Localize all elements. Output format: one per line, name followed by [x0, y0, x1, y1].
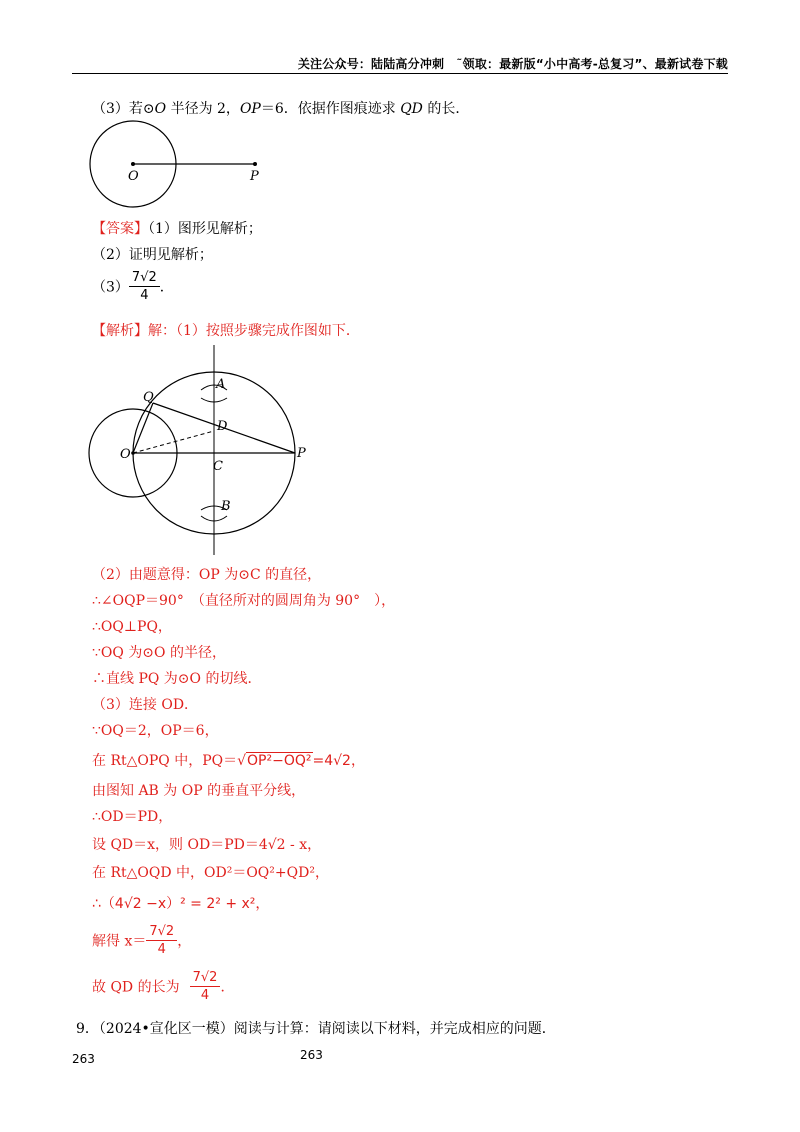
- solution-line-13: ∴（4√2 −x）² = 2² + x²，: [92, 896, 270, 912]
- header-rule: [72, 73, 728, 74]
- solution-fraction-qd: $\frac{7√2}{4}$: [190, 970, 221, 1003]
- footer-page-center: 263: [300, 1048, 323, 1062]
- fig2-label-c: C: [213, 459, 223, 474]
- solution-fraction-x: $\frac{7√2}{4}$: [146, 924, 177, 957]
- fig1-label-o: O: [128, 169, 139, 184]
- solution-line-9: 由图知 AB 为 OP 的垂直平分线，: [92, 783, 306, 799]
- solution-line-15: 故 QD 的长为 $\frac{7√2}{4}$ ．: [92, 970, 235, 1003]
- solution-line-10: ∴OD＝PD，: [92, 809, 173, 825]
- fig2-label-b: B: [221, 499, 231, 514]
- solution-line-14: 解得 x＝ $\frac{7√2}{4}$ ，: [92, 924, 192, 957]
- solution-line-6: （3）连接 OD．: [92, 697, 199, 713]
- solution-line-3: ∴OQ⊥PQ，: [92, 619, 172, 635]
- answer-tag: 【答案】: [92, 221, 148, 237]
- solution-line-5: ∴直线 PQ 为⊙O 的切线．: [92, 671, 262, 687]
- analysis-tag: 【解析】: [92, 323, 148, 339]
- solution-line-11: 设 QD＝x，则 OD＝PD＝4√2 - x，: [92, 837, 322, 853]
- answer-fraction: $\frac{7√2}{4}$: [129, 270, 160, 303]
- answer-line-3: （3） $\frac{7√2}{4}$ ．: [92, 270, 174, 303]
- solution-line-7: ∵OQ＝2，OP＝6，: [92, 723, 219, 739]
- fig2-label-a: A: [216, 377, 226, 392]
- solution-line-12: 在 Rt△OQD 中，OD²＝OQ²+QD²，: [92, 865, 329, 881]
- answer-line-1: 【答案】（1）图形见解析；: [92, 221, 262, 237]
- fig2-label-q: Q: [143, 390, 154, 405]
- question-3: （3）若⊙O 半径为 2，OP＝6．依据作图痕迹求 QD 的长．: [92, 101, 470, 117]
- figure-construction: [85, 340, 325, 560]
- fig2-label-d: D: [217, 419, 228, 434]
- fig2-label-o: O: [120, 447, 131, 462]
- fig2-label-p: P: [297, 446, 306, 461]
- question-9: 9．（2024•宣化区一模）阅读与计算：请阅读以下材料，并完成相应的问题．: [76, 1021, 556, 1037]
- analysis-line: 【解析】解：（1）按照步骤完成作图如下．: [92, 323, 360, 339]
- figure-circle-op: [80, 118, 280, 218]
- solution-line-2: ∴∠OQP＝90° （直径所对的圆周角为 90° ），: [92, 593, 396, 609]
- radicand: OP²−OQ²: [247, 753, 312, 769]
- answer-line-2: （2）证明见解析；: [92, 247, 213, 263]
- footer-page-left: 263: [72, 1052, 95, 1066]
- page-header: 关注公众号：陆陆高分冲刺 ˜领取：最新版“小中高考-总复习”、最新试卷下载: [297, 57, 728, 71]
- fig1-label-p: P: [250, 169, 259, 184]
- solution-line-8: 在 Rt△OPQ 中，PQ＝√OP²−OQ²=4√2，: [92, 753, 365, 769]
- solution-line-4: ∵OQ 为⊙O 的半径，: [92, 645, 226, 661]
- solution-line-1: （2）由题意得：OP 为⊙C 的直径，: [92, 567, 322, 583]
